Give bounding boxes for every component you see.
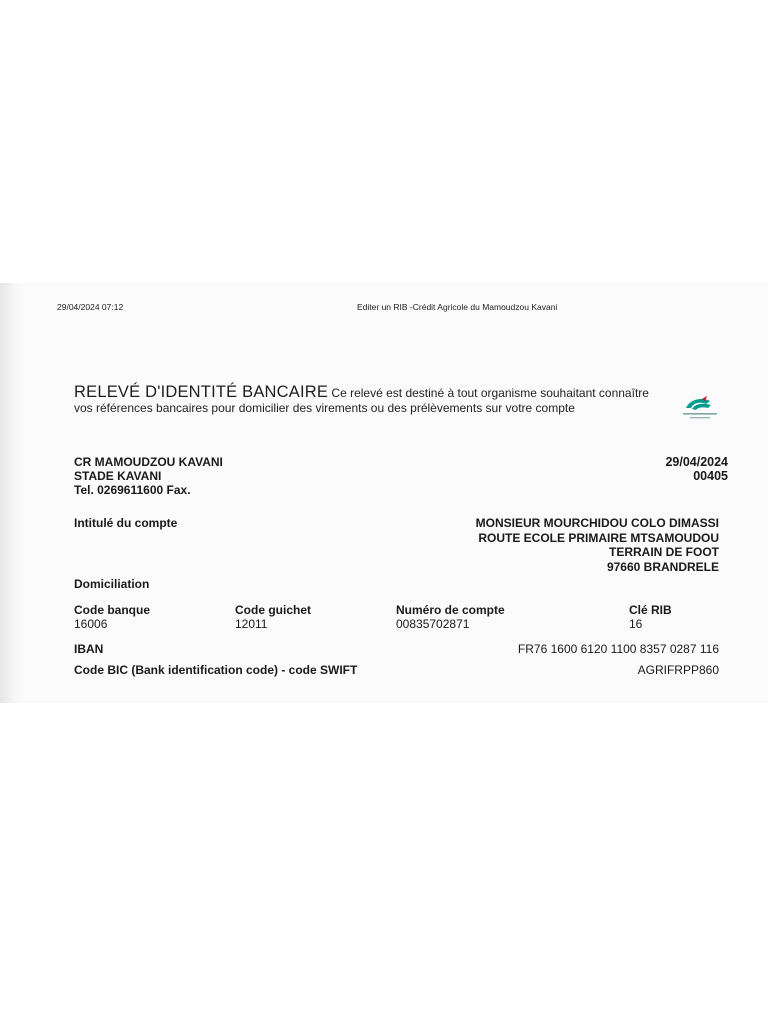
- print-page-title: Editer un RIB -Crédit Agricole du Mamoudzou Kavani: [357, 302, 558, 312]
- iban-label: IBAN: [74, 642, 104, 656]
- holder-line: 97660 BRANDRELE: [606, 559, 719, 574]
- rib-key-label: Clé RIB: [629, 603, 672, 617]
- branch-code-value: 12011: [235, 617, 268, 631]
- holder-line: TERRAIN DE FOOT: [609, 545, 719, 559]
- account-number-value: 00835702871: [396, 617, 470, 631]
- domiciliation-label: Domiciliation: [74, 577, 150, 591]
- scan-shadow-edge: [0, 283, 26, 703]
- iban-value: FR76 1600 6120 1100 8357 0287 116: [517, 642, 719, 656]
- account-label: Intitulé du compte: [74, 516, 178, 530]
- branch-code-label: Code guichet: [235, 603, 312, 617]
- holder-line: ROUTE ECOLE PRIMAIRE MTSAMOUDOU: [478, 530, 719, 545]
- agency-phone: Tel. 0269611600 Fax.: [74, 483, 191, 497]
- holder-line: MONSIEUR MOURCHIDOU COLO DIMASSI: [475, 516, 719, 530]
- date-block: [665, 455, 728, 483]
- agency-block: [74, 455, 223, 497]
- agency-address: STADE KAVANI: [74, 469, 162, 483]
- bank-code-label: Code banque: [74, 603, 151, 617]
- account-number-label: Numéro de compte: [396, 603, 505, 617]
- document-title: RELEVÉ D'IDENTITÉ BANCAIRE: [74, 383, 329, 401]
- print-datetime: 29/04/2024 07:12: [57, 302, 124, 312]
- document-date: 29/04/2024: [665, 455, 728, 469]
- title-block: [74, 385, 654, 416]
- account-holder: [476, 516, 719, 574]
- agency-name: CR MAMOUDZOU KAVANI: [74, 455, 223, 469]
- rib-key-value: 16: [629, 617, 643, 631]
- credit-agricole-logo-icon: [680, 395, 720, 423]
- document-description: Ce relevé est destiné à tout organisme souhaitant connaître vos références bancaires pour domicilier des virements ou des prélèvements sur votre compte: [74, 386, 649, 415]
- bic-value: AGRIFRPP860: [637, 663, 719, 677]
- agency-code: 00405: [693, 469, 728, 483]
- bic-label: Code BIC (Bank identification code) - code SWIFT: [74, 663, 358, 677]
- bank-code-value: 16006: [74, 617, 108, 631]
